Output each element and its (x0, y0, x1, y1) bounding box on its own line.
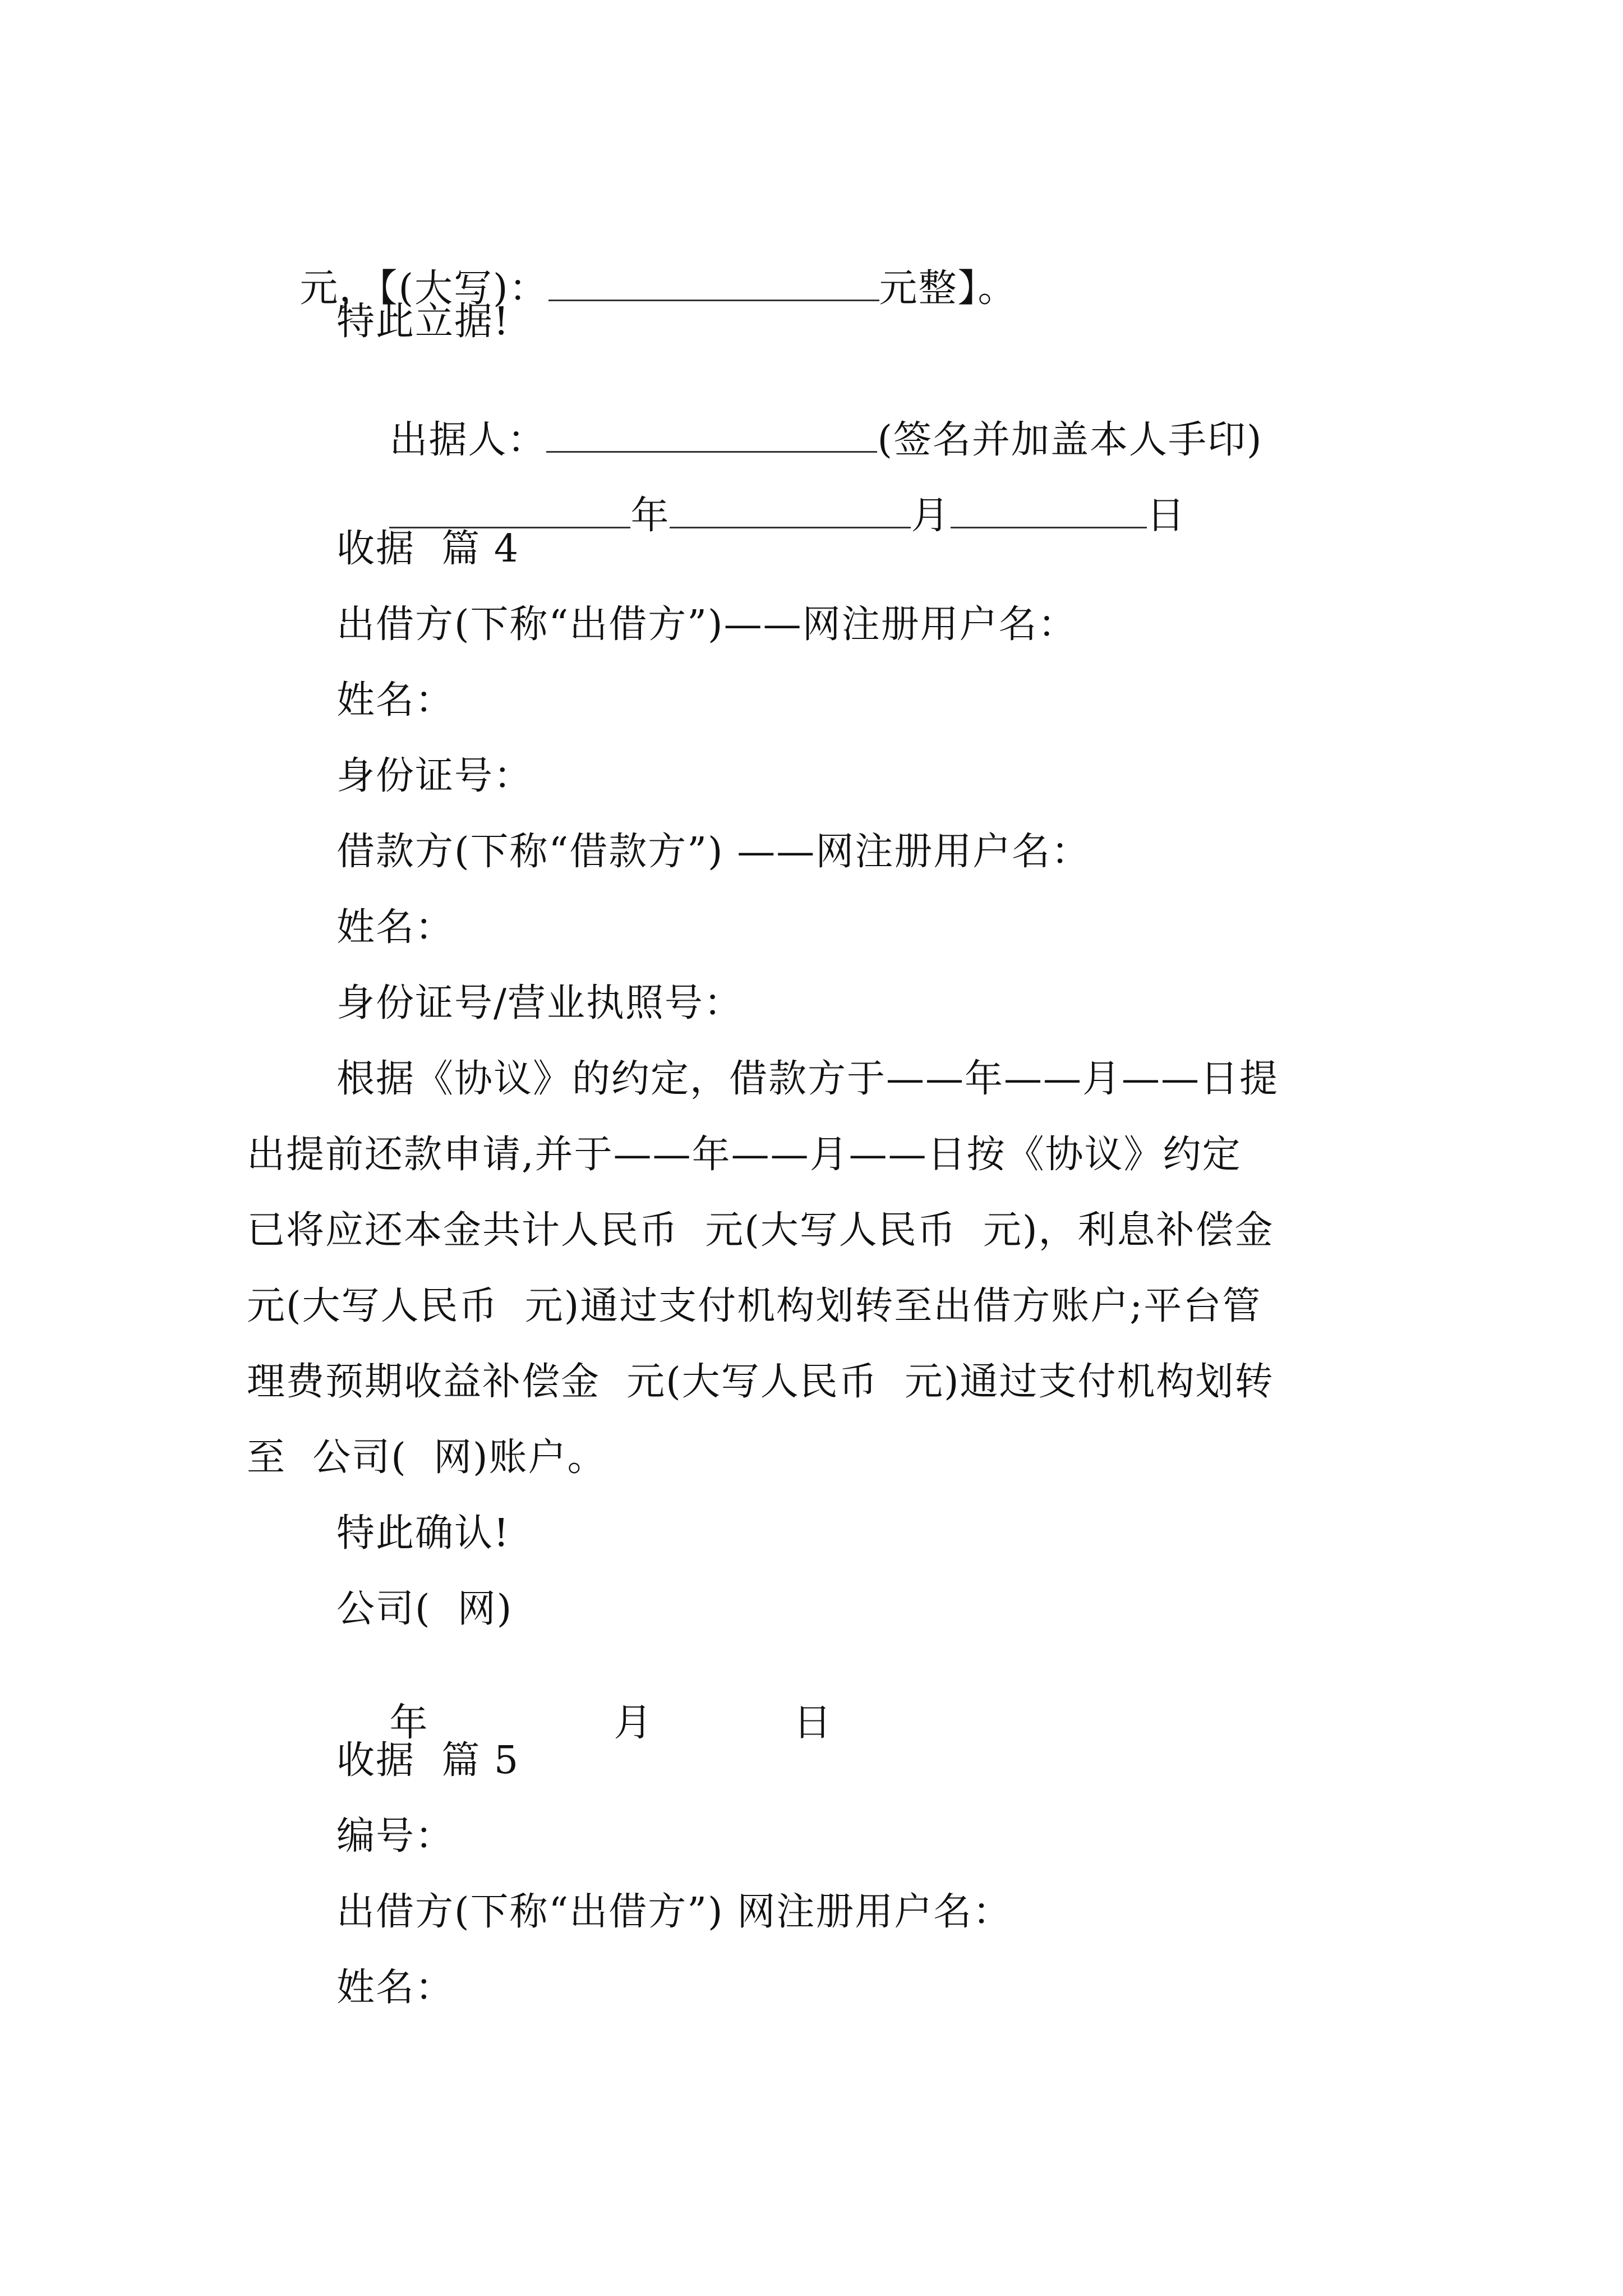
hereby-certify-line: 特此立据! (336, 300, 510, 344)
company-line: 公司( 网) (336, 1587, 513, 1631)
borrower-name-line: 姓名： (336, 905, 455, 950)
day-label: 日 (1146, 494, 1186, 539)
issuer-blank (546, 417, 877, 453)
lender-name-line: 姓名： (336, 678, 455, 723)
amount-suffix: 元整】。 (879, 266, 1017, 311)
month-blank (670, 493, 911, 528)
issuer-label: 出据人： (389, 418, 547, 463)
lender-name-line-5: 姓名： (336, 1966, 455, 2010)
year-blank (389, 493, 630, 528)
borrower-id-line: 身份证号/营业执照号： (336, 981, 743, 1025)
lender-line: 出借方(下称“出借方”)——网注册用户名： (336, 602, 1077, 647)
amount-prefix: 元，【(大写)： (299, 266, 548, 311)
signature-day-label: 日 (793, 1701, 833, 1745)
section-heading-5: 收据 篇 5 (336, 1738, 520, 1783)
borrower-line: 借款方(下称“借款方”) ——网注册用户名： (336, 830, 1091, 874)
month-label: 月 (911, 494, 951, 539)
signature-month-label: 月 (614, 1701, 653, 1745)
body-paragraph-line-5: 理费预期收益补偿金 元(大写人民币 元)通过支付机构划转 (247, 1360, 1274, 1404)
body-paragraph-line-3: 已将应还本金共计人民币 元(大写人民币 元)，利息补偿金 (247, 1208, 1274, 1253)
number-line: 编号： (336, 1814, 455, 1858)
day-blank (951, 493, 1147, 528)
body-paragraph-line-4: 元(大写人民币 元)通过支付机构划转至出借方账户;平台管 (247, 1284, 1262, 1328)
confirm-line: 特此确认! (336, 1511, 510, 1556)
signature-year-label: 年 (389, 1701, 429, 1745)
body-paragraph-line-1: 根据《协议》的约定，借款方于——年——月——日提 (336, 1057, 1279, 1101)
lender-line-5: 出借方(下称“出借方”) 网注册用户名： (336, 1890, 1012, 1934)
body-paragraph-line-2: 出提前还款申请,并于——年——月——日按《协议》约定 (247, 1133, 1242, 1177)
lender-id-line: 身份证号： (336, 754, 533, 798)
year-label: 年 (630, 494, 670, 539)
section-heading-4: 收据 篇 4 (336, 527, 520, 571)
issuer-note: (签名并加盖本人手印) (877, 418, 1263, 463)
amount-blank (548, 265, 879, 301)
body-paragraph-line-6: 至 公司( 网)账户。 (247, 1435, 607, 1480)
